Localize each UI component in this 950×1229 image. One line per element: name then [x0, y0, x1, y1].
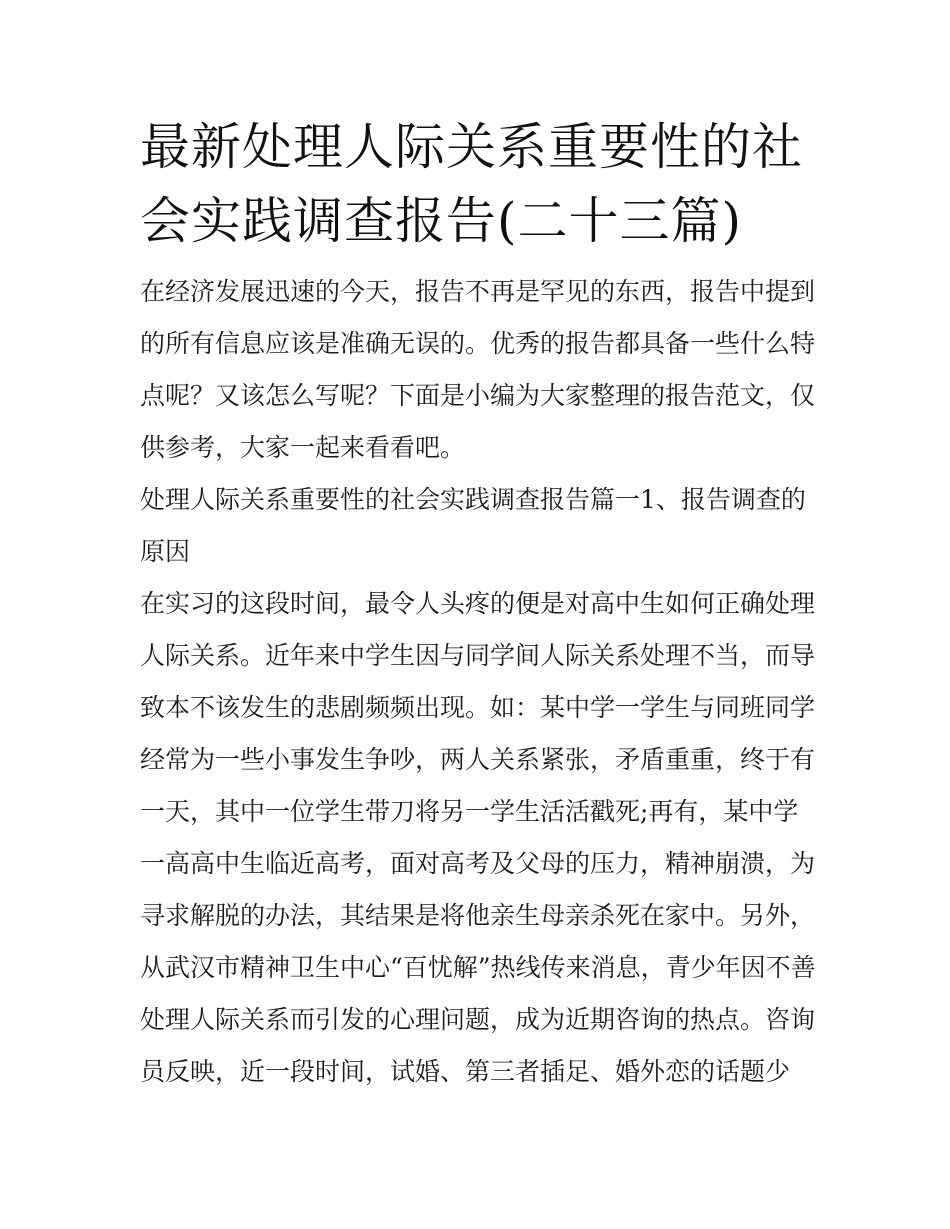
document-title: 最新处理人际关系重要性的社会实践调查报告(二十三篇) [140, 118, 803, 250]
section-heading-paragraph: 处理人际关系重要性的社会实践调查报告篇一1、报告调查的原因 [140, 485, 806, 566]
intro-paragraph: 在经济发展迅速的今天，报告不再是罕见的东西，报告中提到的所有信息应该是准确无误的。优秀的报告都具备一些什么特点呢？又该怎么写呢？下面是小编为大家整理的报告范文，仅供参考，大家一起来看看吧。 [140, 277, 816, 462]
document-body [140, 110, 816, 1098]
body-paragraph: 在实习的这段时间，最令人头疼的便是对高中生如何正确处理人际关系。近年来中学生因与同学间人际关系处理不当，而导致本不该发生的悲剧频频出现。如：某中学一学生与同班同学经常为一些小事发生争吵，两人关系紧张，矛盾重重，终于有一天，其中一位学生带刀将另一学生活活戳死;再有，某中学一高高中生临近高考，面对高考及父母的压力，精神崩溃，为寻求解脱的办法，其结果是将他亲生母亲杀死在家中。另外，从武汉市精神卫生中心“百忧解”热线传来消息，青少年因不善处理人际关系而引发的心理问题，成为近期咨询的热点。咨询员反映，近一段时间，试婚、第三者插足、婚外恋的话题少 [140, 589, 816, 1086]
